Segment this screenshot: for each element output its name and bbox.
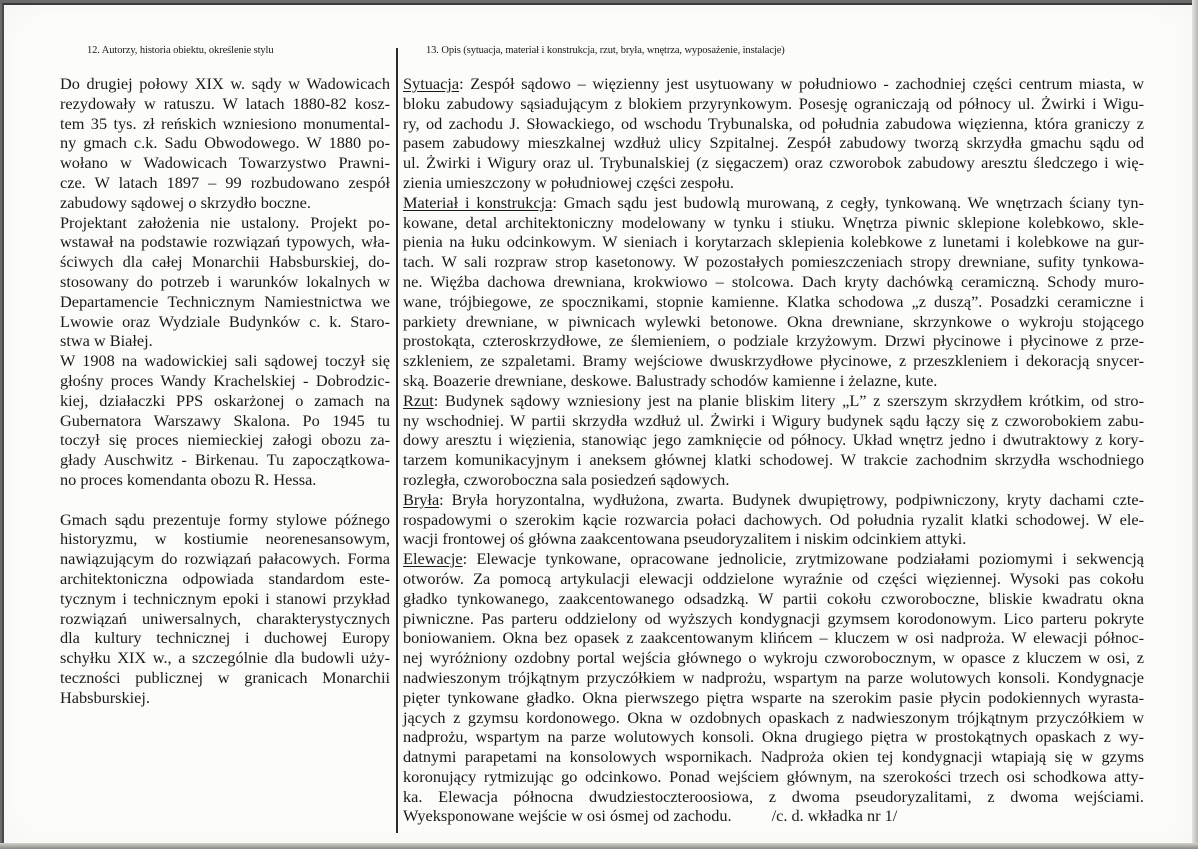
text-line: ka. Elewacja północna dwudziestoczteroosiowa, z dwoma pseudoryzalitami, z dwoma wejściami. xyxy=(403,786,1144,806)
text-line: parkiety drewniane, w piwnicach wylewki betonowe. Okna drewniane, skrzynkowe o wykroju stojącego xyxy=(403,311,1144,331)
text-line: ściwych dla całej Monarchii Habsburskiej, do- xyxy=(60,252,390,272)
text-line: cze. W latach 1897 – 99 rozbudowano zespół xyxy=(60,172,390,192)
continuation-note: /c. d. wkładka nr 1/ xyxy=(771,806,898,826)
subsection-material-construction xyxy=(403,193,1144,391)
paragraph-trials xyxy=(60,351,390,490)
subsection-label: Elewacje xyxy=(403,549,463,569)
paragraph-style xyxy=(60,510,390,708)
text-line: koronujący rytmizując go odcinkowo. Ponad wejściem głównym, na szerokości trzech osi schodkowa atty- xyxy=(403,766,1144,786)
text-fragment: : Zespół sądowo – więzienny jest usytuowany w południowo - zachodniej części centrum miasta, w xyxy=(459,74,1144,93)
section-13-heading: 13. Opis (sytuacja, materiał i konstrukcja, rzut, bryła, wnętrza, wyposażenie, instalacje) xyxy=(426,45,785,56)
text-line: boniowaniem. Okna bez opasek z zaakcentowanym klińcem – kluczem w osi nadproża. W elewacji północ- xyxy=(403,628,1144,648)
subsection-elevations xyxy=(403,549,1144,826)
text-line: Departamencie Technicznym Namiestnictwa we xyxy=(60,291,390,311)
text-line: prostokąta, czteroskrzydłowe, ze ślemieniem, o podziale krzyżowym. Drzwi płycinowe i płycinowe z prze- xyxy=(403,331,1144,351)
subsection-situation xyxy=(403,74,1144,193)
text-line: rezydowały w ratuszu. W latach 1880-82 kosz- xyxy=(60,93,390,113)
text-line: tarzem komunikacyjnym i aneksem głównej klatki schodowej. W trakcie zachodnim skrzydła wschodniego xyxy=(403,450,1144,470)
text-line: no proces komendanta obozu R. Hessa. xyxy=(60,469,317,489)
section-12-heading: 12. Autorzy, historia obiektu, określenie stylu xyxy=(87,45,274,56)
text-line: Do drugiej połowy XIX w. sądy w Wadowicach xyxy=(60,74,390,93)
text-line: jących z gzymsu kordonowego. Okna w ozdobnych opaskach z nadwieszonym trójkątnym przyczółkiem w xyxy=(403,707,1144,727)
subsection-label: Bryła xyxy=(403,489,440,509)
text-line: dla kultury technicznej i duchowej Europy xyxy=(60,628,390,648)
text-line: pięter tynkowane gładko. Okna pierwszego piętra wsparte na szerokim pasie płycin podokiennych wyrasta- xyxy=(403,687,1144,707)
text-line xyxy=(403,806,1144,826)
text-line: Gubernatora Warszawy Skalona. Po 1945 tu xyxy=(60,410,390,430)
text-line: zabudowy sądowej o skrzydło boczne. xyxy=(60,192,311,212)
text-line: tem 35 tys. zł reńskich wzniesiono monumental- xyxy=(60,113,390,133)
subsection-label: Materiał i konstrukcja xyxy=(403,192,553,212)
paragraph-gap xyxy=(60,490,390,510)
text-line: rozległa, czworoboczna sala posiedzeń sądowych. xyxy=(403,469,730,489)
text-line: nawiązującym do rozwiązań pałacowych. Forma xyxy=(60,549,390,569)
subsection-label: Rzut xyxy=(403,390,434,410)
text-line xyxy=(403,391,1144,411)
text-line: stosowany do potrzeb i warunków lokalnych w xyxy=(60,271,390,291)
text-line xyxy=(403,490,1144,510)
text-line: nej wyróżniony ozdobny portal wejścia głównego o wykroju czworobocznym, w opasce z kluczem w osi, z xyxy=(403,648,1144,668)
text-line: architektoniczna odpowiada standardom este- xyxy=(60,568,390,588)
text-fragment: : Elewacje tynkowane, opracowane jednolicie, zrytmizowane podziałami poziomymi i sekwencją xyxy=(462,549,1144,569)
text-line: pasem zabudowy mieszkalnej wzdłuż ulicy Szpitalnej. Zespół zabudowy tworzą skrzydła gmachu sądu od xyxy=(403,133,1144,153)
text-line: tycznym i technicznym epoki i stanowi przykład xyxy=(60,588,390,608)
text-line: ul. Żwirki i Wigury oraz ul. Trybunalskiej (z sięgaczem) oraz czworobok zabudowy aresztu śledczego i wię- xyxy=(403,153,1144,173)
scan-edge-right xyxy=(1192,0,1198,849)
text-line: ską. Boazerie drewniane, deskowe. Balustrady schodów kamienne i żelazne, kute. xyxy=(403,370,938,390)
text-line: kowane, detal architektoniczny modelowany w tynku i stiuku. Wnętrza piwnic sklepione kolebkowo, skle- xyxy=(403,212,1144,232)
text-line: nadwieszonym trójkątnym przyczółkiem w nadprożu, wspartym na parze wolutowych konsoli. Kondygnacje xyxy=(403,667,1144,687)
text-line: historyzmu, w kostiumie neorenesansowym, xyxy=(60,529,390,549)
text-line: wane, trójbiegowe, ze spocznikami, stopnie kamienne. Klatka schodowa „z duszą”. Posadzki ceramiczne i xyxy=(403,291,1144,311)
text-fragment: : Budynek sądowy wzniesiony jest na planie bliskim litery „L” z szerszym skrzydłem krótkim, od stro- xyxy=(433,390,1144,410)
subsection-massing xyxy=(403,490,1144,549)
subsection-plan xyxy=(403,391,1144,490)
text-line: wołano w Wadowicach Towarzystwo Prawni- xyxy=(60,153,390,173)
text-line xyxy=(403,549,1144,569)
text-line: Habsburskiej. xyxy=(60,687,150,707)
text-line: Gmach sądu prezentuje formy stylowe późnego xyxy=(60,509,390,529)
text-line: Projektant założenia nie ustalony. Projekt po- xyxy=(60,212,390,232)
text-line: toczył się proces niemieckiej załogi obozu za- xyxy=(60,430,390,450)
paragraph-history xyxy=(60,74,390,213)
left-column-history xyxy=(60,74,390,708)
text-line: rospadowymi o szerokim kącie rozwarcia połaci dachowych. Od południa ryzalit klatki schodowej. W ele- xyxy=(403,509,1144,529)
text-line: głośny proces Wandy Krachelskiej - Dobrodzic- xyxy=(60,370,390,390)
text-line xyxy=(403,74,1144,94)
text-line: zienia umieszczony w południowej części zespołu. xyxy=(403,172,734,192)
text-line: stwa w Białej. xyxy=(60,331,153,351)
text-line: nadprożu, wspartym na parze wolutowych konsoli. Okna drugiego piętra w prostokątnych opaskach z wy- xyxy=(403,727,1144,747)
column-divider xyxy=(396,48,398,833)
subsection-label: Sytuacja xyxy=(403,74,460,93)
text-line: wstawał na podstawie rozwiązań typowych, wła- xyxy=(60,232,390,252)
text-line: dowy aresztu i więzienia, stanowiąc jego zamknięcie od północy. Układ wnętrz jedno i dwutraktowy z kory- xyxy=(403,430,1144,450)
text-line: teczności publicznej w granicach Monarchii xyxy=(60,667,390,687)
text-line: pienia na łuku odcinkowym. W sieniach i korytarzach sklepienia kolebkowe z lunetami i kolebkowe na gur- xyxy=(403,232,1144,252)
right-column-description xyxy=(403,74,1144,826)
text-line: gładko tynkowanego, zaakcentowanego odsadzką. W partii cokołu czworoboczne, bliskie kwadratu okna xyxy=(403,588,1144,608)
text-line: ry, od zachodu J. Słowackiego, od wschodu Trybunalska, od południa zabudowa więzienna, która graniczy z xyxy=(403,113,1144,133)
text-fragment: Wyeksponowane wejście w osi ósmej od zachodu. xyxy=(403,806,732,826)
text-line: rozwiązań uniwersalnych, charakterystycznych xyxy=(60,608,390,628)
text-line: szkleniem, ze szpaletami. Bramy wejściowe dwuskrzydłowe płycinowe, z przeszkleniem i dekoracją snycer- xyxy=(403,351,1144,371)
text-line: wacji frontowej oś główna zaakcentowana pseudoryzalitem i niskim odcinkiem attyki. xyxy=(403,529,967,549)
text-line xyxy=(403,193,1144,213)
text-line: ny gmach c.k. Sadu Obwodowego. W 1880 po- xyxy=(60,133,390,153)
text-line: W 1908 na wadowickiej sali sądowej toczył się xyxy=(60,351,390,371)
text-line: kiej, działaczki PPS oskarżonej o zamach na xyxy=(60,390,390,410)
text-line: schyłku XIX w., a szczególnie dla budowli uży- xyxy=(60,648,390,668)
text-line: bloku zabudowy sąsiadującym z blokiem przyrynkowym. Posesję ograniczają od północy ul. Żwirki i Wigu- xyxy=(403,93,1144,113)
text-line: ny wschodniej. W partii skrzydła wzdłuż ul. Żwirki i Wigury budynek sądu łączy się z czworobokiem zabu- xyxy=(403,410,1144,430)
text-line: Lwowie oraz Wydziale Budynków c. k. Staro- xyxy=(60,311,390,331)
text-line: datnymi parapetami na konsolowych wspornikach. Nadproża okien tej kondygnacji wtapiają się w gzyms xyxy=(403,747,1144,767)
text-line: otworów. Za pomocą artykulacji elewacji oddzielone wyraźnie od części więziennej. Wysoki pas cokołu xyxy=(403,568,1144,588)
text-line: piwniczne. Pas parteru oddzielony od wyższych kondygnacji gzymsem korodonowym. Lico parteru pokryte xyxy=(403,608,1144,628)
scan-edge-bottom xyxy=(0,843,1198,849)
text-line: ne. Więźba dachowa drewniana, krokwiowo – stolcowa. Dach kryty dachówką ceramiczną. Schody muro- xyxy=(403,271,1144,291)
document-sheet xyxy=(2,3,1194,845)
text-line: tach. W sali rozpraw strop kasetonowy. W pozostałych pomieszczeniach stropy drewniane, sufity tynkowa- xyxy=(403,252,1144,272)
text-fragment: : Bryła horyzontalna, wydłużona, zwarta. Budynek dwupiętrowy, podpiwniczony, kryty dachami czte- xyxy=(439,489,1144,509)
text-fragment: : Gmach sądu jest budowlą murowaną, z cegły, tynkowaną. We wnętrzach ściany tyn- xyxy=(552,192,1144,212)
paragraph-designer xyxy=(60,213,390,352)
text-line: głady Auschwitz - Birkenau. Tu zapoczątkowa- xyxy=(60,450,390,470)
